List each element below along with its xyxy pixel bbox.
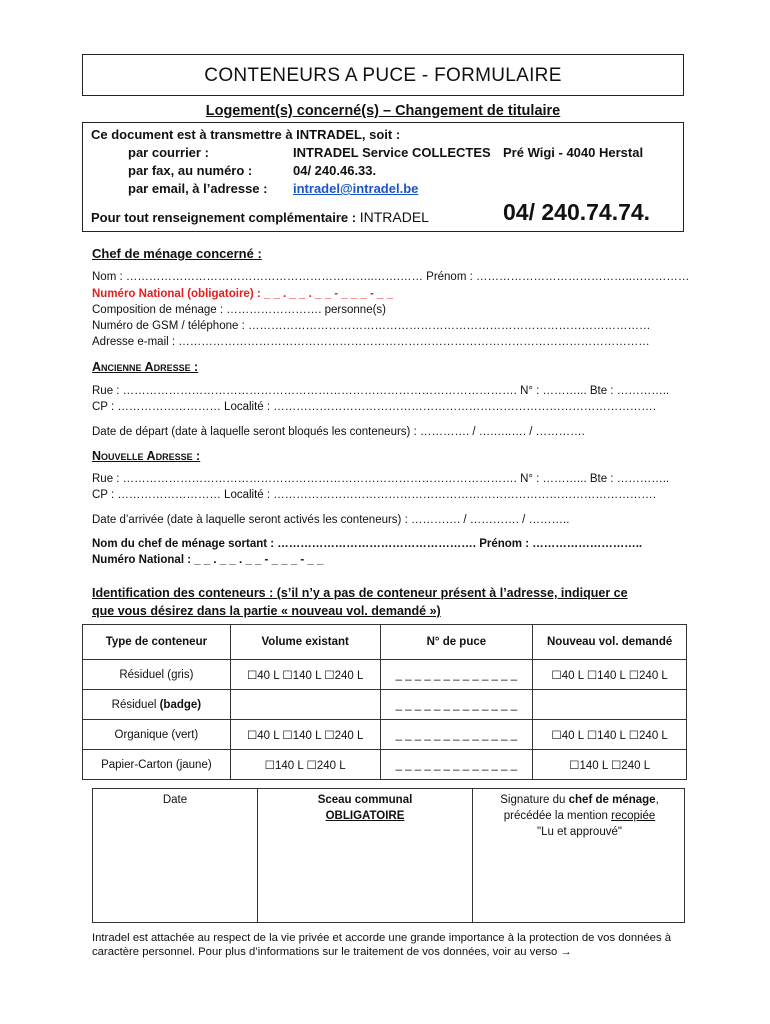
col-header-puce: N° de puce xyxy=(380,625,533,660)
identification-heading-1: Identification des conteneurs : (s’il n’y a pas de conteneur présent à l’adresse, indiquer ce xyxy=(92,586,628,600)
intro-text: Ce document est à transmettre à INTRADEL, soit : xyxy=(91,127,401,142)
existant-checkboxes[interactable]: ☐140 L ☐240 L xyxy=(230,750,380,780)
sortant-field[interactable]: Nom du chef de ménage sortant : ……………………………………………. Prénom : ……………………….. xyxy=(92,538,643,550)
email-label: par email, à l’adresse : xyxy=(128,181,268,196)
row-type xyxy=(83,720,231,750)
courier-address: Pré Wigi - 4040 Herstal xyxy=(503,145,644,160)
date-depart-field[interactable]: Date de départ (date à laquelle seront bloqués les conteneurs) : …………. / ….…..…. / …………. xyxy=(92,426,585,438)
signature-line-2 xyxy=(473,808,686,824)
col-header-nouveau: Nouveau vol. demandé xyxy=(533,625,687,660)
nouveau-checkboxes[interactable]: ☐40 L ☐140 L ☐240 L xyxy=(533,660,687,690)
existant-checkboxes[interactable]: ☐40 L ☐140 L ☐240 L xyxy=(230,720,380,750)
date-arrivee-field[interactable]: Date d’arrivée (date à laquelle seront activés les conteneurs) : …………. / …………. / ……….. xyxy=(92,514,570,526)
row-type-label: Résiduel xyxy=(111,698,160,711)
sig-pre: Signature du xyxy=(500,794,569,806)
privacy-footer: Intradel est attachée au respect de la vie privée et accorde une grande importance à la protection de vos données à caractère personnel. Pour plus d’informations sur le traitement de vos données, voir au verso → xyxy=(92,932,672,958)
sceau-obligatoire: OBLIGATOIRE xyxy=(325,810,405,822)
row-type-label: Résiduel (gris) xyxy=(119,668,194,681)
courier-label: par courrier : xyxy=(128,145,209,160)
signature-line-1 xyxy=(473,792,686,808)
form-title: CONTENEURS A PUCE - FORMULAIRE xyxy=(82,54,684,96)
fax-label: par fax, au numéro : xyxy=(128,163,253,178)
chef-heading: Chef de ménage concerné : xyxy=(92,246,262,261)
sig-post: , xyxy=(655,794,659,806)
signature-box xyxy=(92,788,685,923)
nom-prenom-field[interactable]: Nom : ………………………………………………………..…….…… Prénom : …………………………………..…………… xyxy=(92,271,690,283)
col-header-existant: Volume existant xyxy=(230,625,380,660)
puce-input[interactable]: _ _ _ _ _ _ _ _ _ _ _ _ _ xyxy=(380,750,533,780)
nouvelle-heading: Nouvelle Adresse : xyxy=(92,449,201,463)
date-cell[interactable] xyxy=(93,789,258,922)
existant-checkboxes xyxy=(230,690,380,720)
signature-cell[interactable] xyxy=(473,789,686,922)
existant-checkboxes[interactable]: ☐40 L ☐140 L ☐240 L xyxy=(230,660,380,690)
info-org: INTRADEL xyxy=(359,209,429,225)
composition-field[interactable]: Composition de ménage : ……………………. personne(s) xyxy=(92,304,386,316)
nouvelle-rue-field[interactable]: Rue : …………………………………………………………………………………………. N° : ………... Bte : ………….. xyxy=(92,473,670,485)
table-row xyxy=(83,690,687,720)
nouveau-checkboxes[interactable]: ☐140 L ☐240 L xyxy=(533,750,687,780)
nouveau-checkboxes[interactable]: ☐40 L ☐140 L ☐240 L xyxy=(533,720,687,750)
containers-table xyxy=(82,624,687,780)
signature-line-3: "Lu et approuvé" xyxy=(537,826,622,838)
row-type-label: Papier-Carton (jaune) xyxy=(101,758,212,771)
row-type xyxy=(83,660,231,690)
nouvelle-cp-field[interactable]: CP : ……………………… Localité : ………………………………………………………………………………………. xyxy=(92,489,656,501)
nouveau-checkboxes xyxy=(533,690,687,720)
sortant-nn-field[interactable]: Numéro National : _ _ . _ _ . _ _ - _ _ _ - _ _ xyxy=(92,554,324,566)
row-type xyxy=(83,690,231,720)
row-type xyxy=(83,750,231,780)
sig-line2-pre: précédée la mention xyxy=(503,810,612,822)
table-row xyxy=(83,720,687,750)
table-header-row xyxy=(83,625,687,660)
sceau-label: Sceau communal xyxy=(317,794,413,806)
courier-value: INTRADEL Service COLLECTES xyxy=(293,145,491,160)
row-type-bold: (badge) xyxy=(159,698,202,711)
date-label: Date xyxy=(162,794,188,806)
ancienne-heading: Ancienne Adresse : xyxy=(92,360,199,374)
info-label: Pour tout renseignement complémentaire : xyxy=(91,210,357,225)
row-type-label: Organique (vert) xyxy=(114,728,199,741)
ancienne-rue-field[interactable]: Rue : …………………………………………………………………………………………. N° : ………... Bte : ………….. xyxy=(92,385,670,397)
numero-national-field[interactable]: Numéro National (obligatoire) : _ _ . _ _ . _ _ - _ _ _ - _ _ xyxy=(92,288,393,300)
table-row xyxy=(83,660,687,690)
sig-line2-ul: recopiée xyxy=(611,810,656,822)
sceau-cell[interactable] xyxy=(258,789,473,922)
table-row xyxy=(83,750,687,780)
puce-input[interactable]: _ _ _ _ _ _ _ _ _ _ _ _ _ xyxy=(380,690,533,720)
col-header-type: Type de conteneur xyxy=(83,625,231,660)
puce-input[interactable]: _ _ _ _ _ _ _ _ _ _ _ _ _ xyxy=(380,660,533,690)
sig-bold: chef de ménage xyxy=(568,794,656,806)
info-phone: 04/ 240.74.74. xyxy=(503,199,651,225)
form-subtitle: Logement(s) concerné(s) – Changement de titulaire xyxy=(205,103,561,119)
puce-input[interactable]: _ _ _ _ _ _ _ _ _ _ _ _ _ xyxy=(380,720,533,750)
email-field[interactable]: Adresse e-mail : …………………………………………………………………………………………………………… xyxy=(92,336,650,348)
gsm-field[interactable]: Numéro de GSM / téléphone : …………………………………………………………………………………………… xyxy=(92,320,651,332)
email-link[interactable]: intradel@intradel.be xyxy=(293,181,419,196)
contact-info-box xyxy=(82,122,684,232)
identification-heading-2: que vous désirez dans la partie « nouveau vol. demandé ») xyxy=(92,604,441,618)
ancienne-cp-field[interactable]: CP : ……………………… Localité : ………………………………………………………………………………………. xyxy=(92,401,656,413)
fax-value: 04/ 240.46.33. xyxy=(293,163,377,178)
